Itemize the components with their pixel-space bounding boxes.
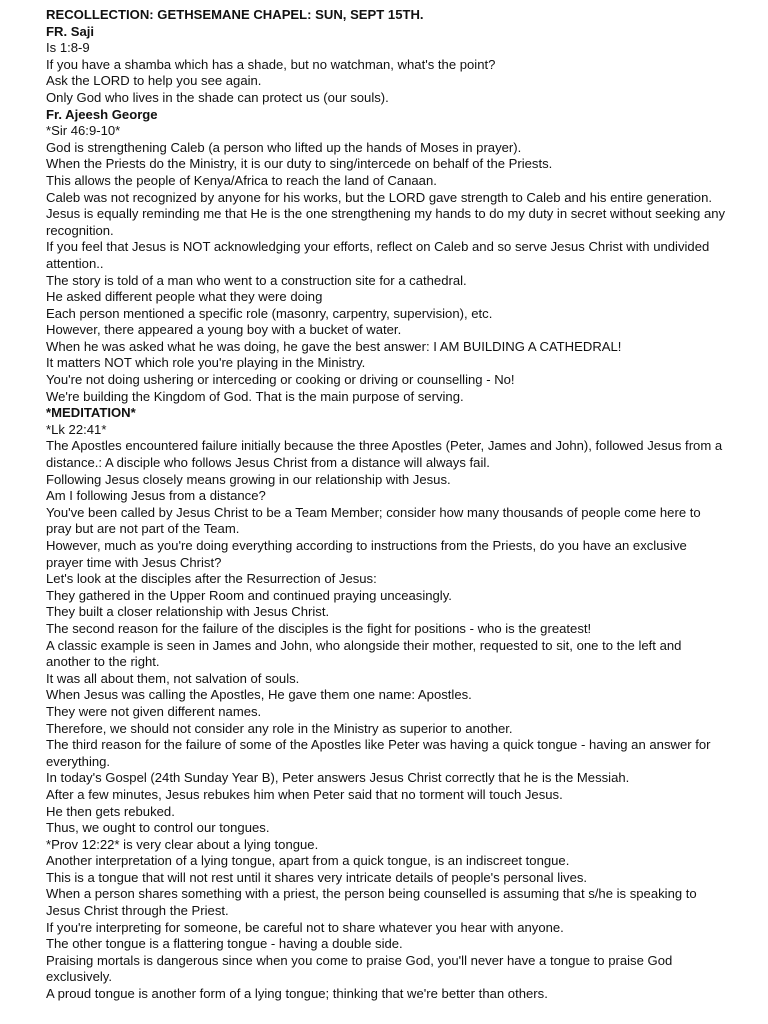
text-line: The third reason for the failure of some of the Apostles like Peter was having a quick tongue - having an answer for everything. — [46, 737, 711, 769]
text-line: It was all about them, not salvation of souls. — [46, 670, 300, 686]
text-line: A classic example is seen in James and John, who alongside their mother, requested to sit, one to the left and another to the right. — [46, 637, 682, 670]
text-line: You're not doing ushering or interceding or cooking or driving or counselling - No! — [46, 372, 515, 388]
section-heading: Fr. Ajeesh George — [46, 106, 158, 122]
text-line: A proud tongue is another form of a lying tongue; thinking that we're better than others. — [46, 986, 548, 1002]
text-line: If you feel that Jesus is NOT acknowledging your efforts, reflect on Caleb and so serve Jesus Christ with undivided attention.. — [46, 239, 710, 271]
text-line: Caleb was not recognized by anyone for his works, but the LORD gave strength to Caleb and his entire generation. — [46, 189, 712, 205]
document-body — [46, 24, 726, 1003]
text-line: Is 1:8-9 — [46, 40, 90, 56]
text-line: Only God who lives in the shade can protect us (our souls). — [46, 89, 389, 105]
section-heading: *MEDITATION* — [46, 405, 136, 421]
text-line: Let's look at the disciples after the Resurrection of Jesus: — [46, 571, 377, 587]
text-line: Another interpretation of a lying tongue, apart from a quick tongue, is an indiscreet tongue. — [46, 853, 570, 869]
text-line: Following Jesus closely means growing in our relationship with Jesus. — [46, 471, 451, 487]
text-line: When Jesus was calling the Apostles, He gave them one name: Apostles. — [46, 687, 472, 703]
text-line: God is strengthening Caleb (a person who lifted up the hands of Moses in prayer). — [46, 139, 522, 155]
text-line: We're building the Kingdom of God. That is the main purpose of serving. — [46, 388, 464, 404]
text-line: When he was asked what he was doing, he gave the best answer: I AM BUILDING A CATHEDRAL! — [46, 338, 622, 354]
text-line: They gathered in the Upper Room and continued praying unceasingly. — [46, 587, 452, 603]
text-line: Praising mortals is dangerous since when you come to praise God, you'll never have a tongue to praise God exclusively. — [46, 952, 673, 985]
text-line: Therefore, we should not consider any role in the Ministry as superior to another. — [46, 720, 513, 736]
text-line: The other tongue is a flattering tongue - having a double side. — [46, 936, 403, 952]
text-line: It matters NOT which role you're playing in the Ministry. — [46, 355, 366, 371]
text-line: After a few minutes, Jesus rebukes him when Peter said that no torment will touch Jesus. — [46, 786, 563, 802]
text-line: The story is told of a man who went to a construction site for a cathedral. — [46, 272, 467, 288]
text-line: They were not given different names. — [46, 703, 262, 719]
text-line: When the Priests do the Ministry, it is our duty to sing/intercede on behalf of the Priests. — [46, 156, 553, 172]
text-line: This is a tongue that will not rest until it shares very intricate details of people's personal lives. — [46, 869, 588, 885]
text-line: He asked different people what they were doing — [46, 289, 323, 305]
text-line: The Apostles encountered failure initially because the three Apostles (Peter, James and John), followed Jesus from a distance.: A disciple who follows Jesus Christ from a distance will always fail. — [46, 438, 723, 471]
text-line: They built a closer relationship with Jesus Christ. — [46, 604, 330, 620]
text-line: This allows the people of Kenya/Africa to reach the land of Canaan. — [46, 172, 437, 188]
text-line: However, much as you're doing everything according to instructions from the Priests, do you have an exclusive prayer time with Jesus Christ? — [46, 538, 687, 570]
text-line: He then gets rebuked. — [46, 803, 175, 819]
text-line: If you have a shamba which has a shade, but no watchman, what's the point? — [46, 56, 496, 72]
text-line: *Sir 46:9-10* — [46, 123, 121, 139]
document-page — [46, 7, 726, 1003]
document-title: RECOLLECTION: GETHSEMANE CHAPEL: SUN, SEPT 15TH. — [46, 7, 424, 22]
section-heading: FR. Saji — [46, 23, 95, 39]
text-line: *Prov 12:22* is very clear about a lying tongue. — [46, 836, 319, 852]
text-line: If you're interpreting for someone, be careful not to share whatever you hear with anyone. — [46, 919, 564, 935]
text-line: Am I following Jesus from a distance? — [46, 488, 266, 504]
text-line: However, there appeared a young boy with a bucket of water. — [46, 322, 402, 338]
text-line: When a person shares something with a priest, the person being counselled is assuming that s/he is speaking to Jesus Christ through the Priest. — [46, 886, 697, 919]
text-line: Each person mentioned a specific role (masonry, carpentry, supervision), etc. — [46, 305, 493, 321]
text-line: *Lk 22:41* — [46, 421, 107, 437]
text-line: Thus, we ought to control our tongues. — [46, 820, 270, 836]
text-line: Jesus is equally reminding me that He is the one strengthening my hands to do my duty in secret without seeking any recognition. — [46, 206, 726, 238]
text-line: Ask the LORD to help you see again. — [46, 73, 262, 89]
text-line: You've been called by Jesus Christ to be a Team Member; consider how many thousands of people come here to pray but are not part of the Team. — [46, 504, 701, 537]
text-line: The second reason for the failure of the disciples is the fight for positions - who is the greatest! — [46, 620, 592, 636]
text-line: In today's Gospel (24th Sunday Year B), Peter answers Jesus Christ correctly that he is the Messiah. — [46, 770, 630, 786]
